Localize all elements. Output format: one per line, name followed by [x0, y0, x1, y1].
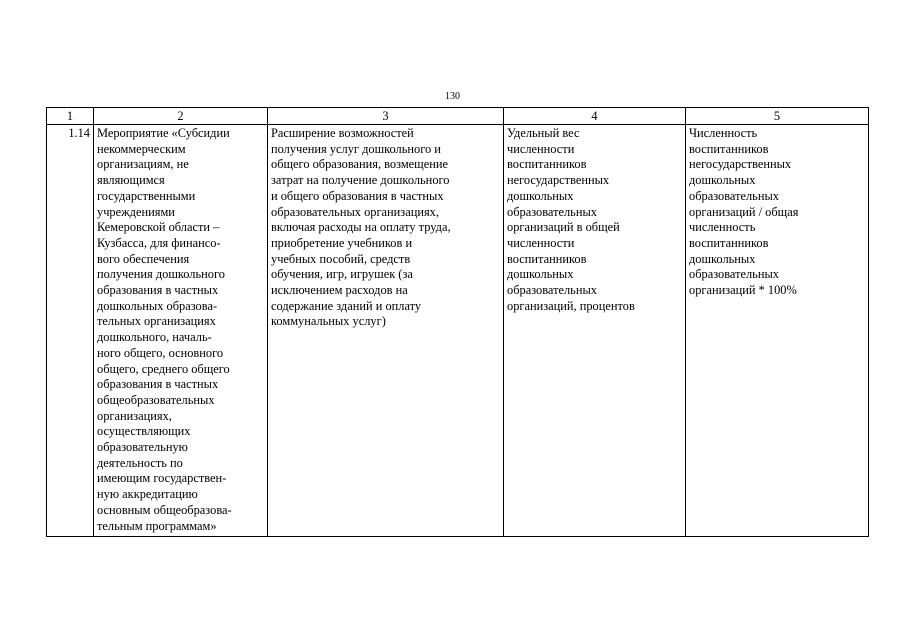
event-name-cell: Мероприятие «Субсидии некоммерческим организациям, не являющимся государственными учреждениями Кемеровской области – Кузбасса, для финансо- вого обеспечения получения дошкольного образования в частных дошкольных образова- тельных организациях дошкольного, началь- ного общего, основного общего, среднего общего образования в частных общеобразовательных организациях, осуществляющих образовательную деятельность по имеющим государствен- ную аккредитацию основным общеобразова- тельным программам» — [94, 125, 268, 537]
header-col-5: 5 — [686, 108, 869, 125]
row-number-cell: 1.14 — [47, 125, 94, 537]
header-col-2: 2 — [94, 108, 268, 125]
indicator-name-cell: Удельный вес численности воспитанников негосударственных дошкольных образовательных организаций в общей численности воспитанников дошкольных образовательных организаций, процентов — [504, 125, 686, 537]
header-col-4: 4 — [504, 108, 686, 125]
header-col-1: 1 — [47, 108, 94, 125]
header-row — [47, 108, 869, 125]
table-row — [47, 125, 869, 537]
page-number: 130 — [445, 91, 460, 102]
event-description-cell: Расширение возможностей получения услуг дошкольного и общего образования, возмещение затрат на получение дошкольного и общего образования в частных образовательных организациях, включая расходы на оплату труда, приобретение учебников и учебных пособий, средств обучения, игр, игрушек (за исключением расходов на содержание зданий и оплату коммунальных услуг) — [268, 125, 504, 537]
table-body — [47, 125, 869, 537]
indicator-formula-cell: Численность воспитанников негосударственных дошкольных образовательных организаций / общая численность воспитанников дошкольных образовательных организаций * 100% — [686, 125, 869, 537]
measures-table — [46, 107, 869, 537]
header-col-3: 3 — [268, 108, 504, 125]
table-header — [47, 108, 869, 125]
